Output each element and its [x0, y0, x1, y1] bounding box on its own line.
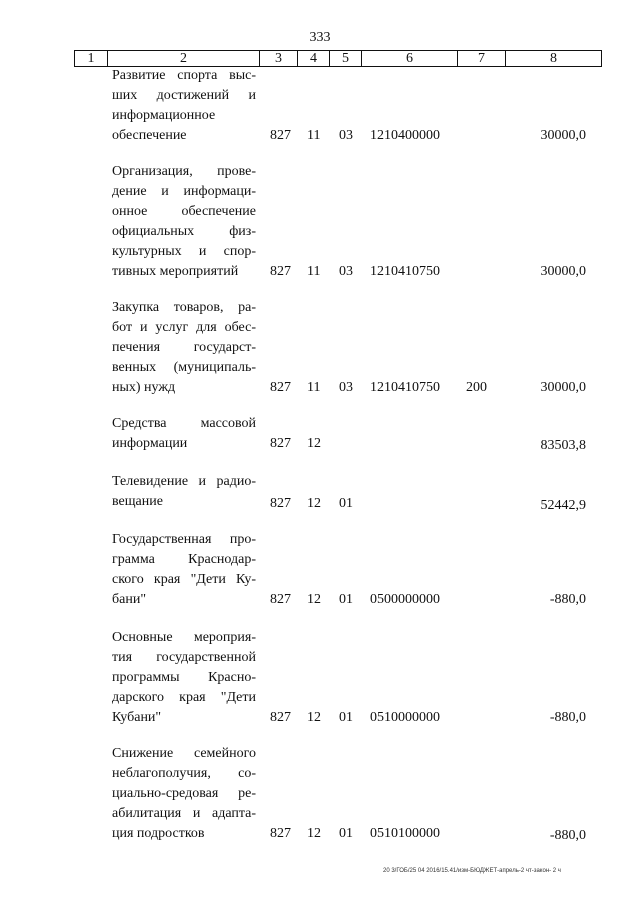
row-name-line: информационное [112, 108, 216, 123]
row-subsection: 03 [339, 380, 353, 395]
row-name-line: дение и информаци- [112, 184, 256, 199]
row-amount: -880,0 [549, 592, 586, 607]
row-subsection: 01 [339, 496, 353, 511]
row-name-line: Организация, прове- [112, 164, 256, 179]
row-name-line: Основные мероприя- [112, 630, 256, 645]
row-amount: 30000,0 [540, 128, 586, 143]
row-name-line: Снижение семейного [112, 746, 256, 761]
row-section: 12 [307, 436, 321, 451]
row-code: 827 [270, 592, 291, 607]
row-name-line: официальных физ- [112, 224, 256, 239]
row-name-line: печения государст- [112, 340, 256, 355]
row-name-line: циально-средовая ре- [112, 786, 256, 801]
header-col-8: 8 [505, 51, 601, 66]
header-col-1: 1 [87, 51, 95, 66]
row-amount: -880,0 [549, 828, 586, 843]
row-amount: 30000,0 [540, 264, 586, 279]
row-section: 11 [307, 128, 321, 143]
row-section: 12 [307, 592, 321, 607]
row-subsection: 03 [339, 128, 353, 143]
row-name-line: программы Красно- [112, 670, 256, 685]
row-name [112, 66, 256, 146]
row-name-line: тия государственной [112, 650, 256, 665]
row-name-line: тивных мероприятий [112, 264, 239, 279]
row-name [112, 414, 256, 454]
row-name-line: ших достижений и [112, 88, 256, 103]
row-code: 827 [270, 436, 291, 451]
row-name-line: Развитие спорта выс- [112, 68, 256, 83]
row-target: 1210410750 [370, 264, 440, 279]
row-name-line: бани" [112, 592, 147, 607]
row-name-line: Средства массовой [112, 416, 256, 431]
header-col-2: 2 [107, 51, 259, 66]
row-target: 0500000000 [370, 592, 440, 607]
row-name-line: Государственная про- [112, 532, 256, 547]
row-section: 11 [307, 380, 321, 395]
row-section: 12 [307, 710, 321, 725]
row-subsection: 01 [339, 826, 353, 841]
row-name [112, 298, 256, 398]
table-header [74, 50, 602, 67]
header-col-3: 3 [259, 51, 297, 66]
row-code: 827 [270, 128, 291, 143]
row-name-line: венных (муниципаль- [112, 360, 256, 375]
row-name-line: грамма Краснодар- [112, 552, 256, 567]
row-subsection: 01 [339, 710, 353, 725]
row-target: 1210400000 [370, 128, 440, 143]
header-col-4: 4 [297, 51, 329, 66]
row-name-line: онное обеспечение [112, 204, 256, 219]
row-section: 11 [307, 264, 321, 279]
header-col-7: 7 [457, 51, 505, 66]
row-name-line: информации [112, 436, 188, 451]
row-section: 12 [307, 496, 321, 511]
row-name-line: ных) нужд [112, 380, 176, 395]
row-subsection: 01 [339, 592, 353, 607]
row-subsection: 03 [339, 264, 353, 279]
row-code: 827 [270, 496, 291, 511]
row-name-line: неблагополучия, со- [112, 766, 256, 781]
row-name [112, 744, 256, 844]
row-code: 827 [270, 826, 291, 841]
row-target: 0510000000 [370, 710, 440, 725]
row-name-line: Закупка товаров, ра- [112, 300, 256, 315]
row-name [112, 162, 256, 282]
row-amount: 52442,9 [540, 498, 586, 513]
row-name-line: Телевидение и радио- [112, 474, 256, 489]
row-target: 1210410750 [370, 380, 440, 395]
row-name-line: ция подростков [112, 826, 205, 841]
row-name [112, 628, 256, 728]
footer-file-stamp: 20 3/ГОБ/25 04 2016/15.41/изм-БЮДЖЕТ-апрель-2 чт-закон- 2 ч [383, 868, 561, 874]
row-name-line: ского края "Дети Ку- [112, 572, 256, 587]
row-name [112, 530, 256, 610]
row-name-line: культурных и спор- [112, 244, 256, 259]
page-number: 333 [309, 30, 331, 45]
row-section: 12 [307, 826, 321, 841]
row-amount: -880,0 [549, 710, 586, 725]
row-name-line: вещание [112, 494, 163, 509]
row-code: 827 [270, 380, 291, 395]
row-name-line: Кубани" [112, 710, 162, 725]
row-name-line: бот и услуг для обес- [112, 320, 256, 335]
row-amount: 83503,8 [540, 438, 586, 453]
row-code: 827 [270, 710, 291, 725]
row-target: 0510100000 [370, 826, 440, 841]
header-col-5: 5 [329, 51, 361, 66]
row-name [112, 472, 256, 512]
row-type: 200 [466, 380, 487, 395]
row-code: 827 [270, 264, 291, 279]
row-amount: 30000,0 [540, 380, 586, 395]
row-name-line: абилитация и адапта- [112, 806, 256, 821]
row-name-line: обеспечение [112, 128, 187, 143]
header-col-6: 6 [361, 51, 457, 66]
row-name-line: дарского края "Дети [112, 690, 256, 705]
